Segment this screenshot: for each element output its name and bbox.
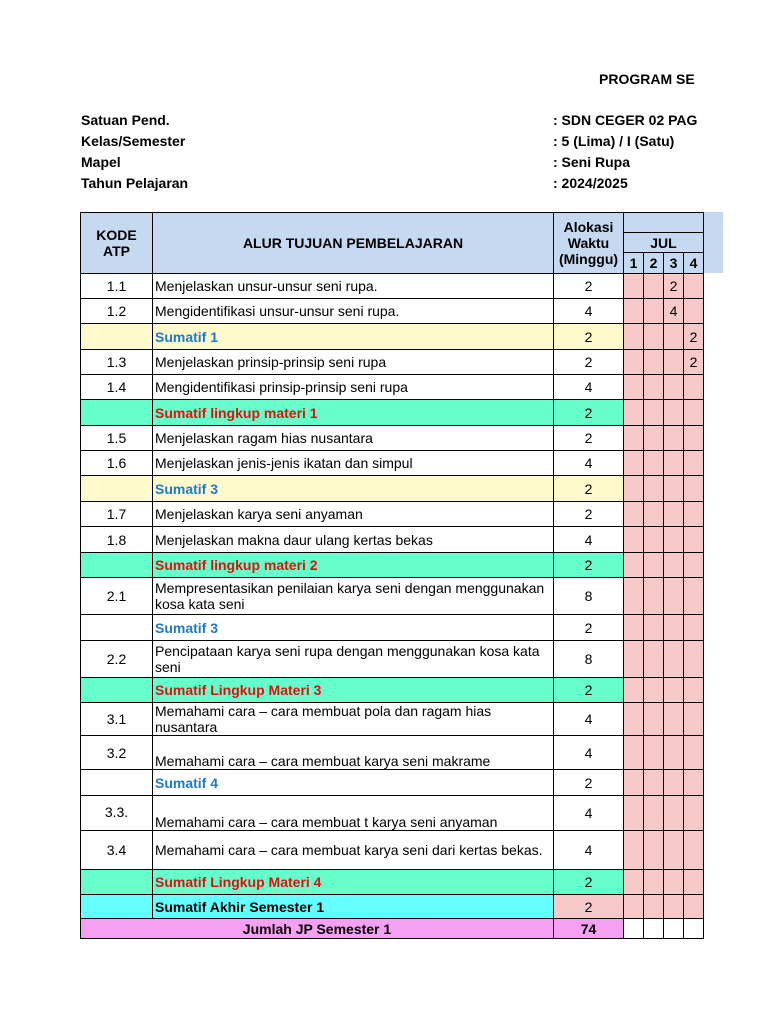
- cell-kode: 2.1: [81, 578, 153, 615]
- cell-alokasi: 4: [554, 703, 624, 736]
- meta-label: Kelas/Semester: [81, 133, 186, 149]
- cell-week: [644, 476, 664, 502]
- cell-desc: Mengidentifikasi prinsip-prinsip seni rupa: [153, 375, 554, 400]
- cell-week: [684, 870, 704, 895]
- cell-week: [664, 426, 684, 451]
- cell-week: [644, 324, 664, 350]
- cell-week: [664, 796, 684, 831]
- header-week: 1: [624, 253, 644, 274]
- cell-week: [624, 641, 644, 678]
- cell-alokasi: 2: [554, 426, 624, 451]
- meta-row-kelas: [81, 131, 704, 152]
- cell-week: [684, 678, 704, 703]
- cell-week: 2: [684, 324, 704, 350]
- cell-desc: Sumatif 1: [153, 324, 554, 350]
- table-row: [81, 502, 704, 527]
- cell-kode: 1.4: [81, 375, 153, 400]
- atp-table: [80, 212, 704, 939]
- cell-week: [624, 678, 644, 703]
- meta-row-satuan: [81, 110, 704, 131]
- header-overhang: [704, 212, 723, 273]
- cell-week: [684, 831, 704, 870]
- cell-week: [644, 527, 664, 553]
- cell-week: [684, 770, 704, 796]
- cell-week: [624, 324, 644, 350]
- cell-week: [624, 870, 644, 895]
- cell-week: [644, 831, 664, 870]
- meta-value: : 2024/2025: [553, 175, 628, 191]
- cell-week: [624, 919, 644, 939]
- cell-kode: 2.2: [81, 641, 153, 678]
- table-row: [81, 350, 704, 375]
- cell-week: [624, 895, 644, 919]
- cell-week: [684, 375, 704, 400]
- table-row-sumatif: [81, 770, 704, 796]
- cell-week: [664, 919, 684, 939]
- table-row-sumatif: [81, 615, 704, 641]
- cell-week: [664, 350, 684, 375]
- meta-row-mapel: [81, 152, 704, 173]
- meta-label: Tahun Pelajaran: [81, 175, 189, 191]
- cell-week: [644, 770, 664, 796]
- cell-kode: 3.4: [81, 831, 153, 870]
- cell-kode: [81, 615, 153, 641]
- header-week: 3: [664, 253, 684, 274]
- cell-week: [684, 299, 704, 324]
- table-row-akhir: [81, 895, 704, 919]
- cell-week: [644, 895, 664, 919]
- cell-week: [624, 796, 644, 831]
- cell-alokasi: 2: [554, 350, 624, 375]
- cell-kode: 3.3.: [81, 796, 153, 831]
- cell-week: [644, 400, 664, 426]
- cell-week: [644, 451, 664, 476]
- cell-alokasi: 2: [554, 324, 624, 350]
- cell-week: [664, 678, 684, 703]
- cell-desc: Memahami cara – cara membuat t karya seni anyaman: [153, 796, 554, 831]
- table-row: [81, 375, 704, 400]
- cell-kode: [81, 324, 153, 350]
- cell-kode: [81, 895, 153, 919]
- cell-week: [664, 870, 684, 895]
- cell-week: [644, 350, 664, 375]
- cell-alokasi: 4: [554, 736, 624, 770]
- cell-week: [684, 476, 704, 502]
- cell-week: [664, 770, 684, 796]
- cell-week: [624, 736, 644, 770]
- cell-week: [684, 553, 704, 578]
- cell-kode: 1.8: [81, 527, 153, 553]
- cell-desc: Menjelaskan prinsip-prinsip seni rupa: [153, 350, 554, 375]
- cell-kode: 1.7: [81, 502, 153, 527]
- total-label: Jumlah JP Semester 1: [81, 919, 554, 939]
- cell-kode: 1.1: [81, 274, 153, 299]
- cell-week: [644, 736, 664, 770]
- cell-week: [624, 476, 644, 502]
- cell-week: [664, 736, 684, 770]
- cell-week: [664, 703, 684, 736]
- cell-week: [664, 641, 684, 678]
- cell-kode: [81, 400, 153, 426]
- cell-week: [684, 641, 704, 678]
- cell-desc: Mempresentasikan penilaian karya seni dengan menggunakan kosa kata seni: [153, 578, 554, 615]
- cell-week: [624, 375, 644, 400]
- table-row: [81, 703, 704, 736]
- cell-desc: Menjelaskan ragam hias nusantara: [153, 426, 554, 451]
- cell-week: [624, 527, 644, 553]
- table-row-lingkup: [81, 678, 704, 703]
- cell-week: [624, 578, 644, 615]
- total-value: 74: [554, 919, 624, 939]
- cell-alokasi: 2: [554, 678, 624, 703]
- cell-week: [664, 451, 684, 476]
- cell-week: [664, 578, 684, 615]
- table-row: [81, 274, 704, 299]
- header-alokasi: Alokasi Waktu (Minggu): [554, 213, 624, 274]
- cell-kode: 1.3: [81, 350, 153, 375]
- cell-kode: [81, 870, 153, 895]
- cell-alokasi: 2: [554, 870, 624, 895]
- cell-desc: Mengidentifikasi unsur-unsur seni rupa.: [153, 299, 554, 324]
- cell-desc: Menjelaskan unsur-unsur seni rupa.: [153, 274, 554, 299]
- cell-week: [644, 919, 664, 939]
- cell-alokasi: 4: [554, 375, 624, 400]
- cell-desc: Sumatif lingkup materi 1: [153, 400, 554, 426]
- cell-week: [684, 274, 704, 299]
- cell-week: [664, 553, 684, 578]
- table-row: [81, 578, 704, 615]
- cell-desc: Menjelaskan jenis-jenis ikatan dan simpul: [153, 451, 554, 476]
- table-row: [81, 527, 704, 553]
- cell-desc: Memahami cara – cara membuat pola dan ragam hias nusantara: [153, 703, 554, 736]
- cell-desc: Sumatif 3: [153, 476, 554, 502]
- cell-week: [624, 451, 644, 476]
- cell-week: [644, 678, 664, 703]
- cell-week: [624, 299, 644, 324]
- cell-week: [684, 426, 704, 451]
- cell-week: [684, 578, 704, 615]
- cell-week: [664, 527, 684, 553]
- cell-week: [624, 400, 644, 426]
- cell-week: [624, 350, 644, 375]
- cell-alokasi: 4: [554, 831, 624, 870]
- cell-week: [644, 703, 664, 736]
- meta-value: : Seni Rupa: [553, 154, 631, 170]
- cell-alokasi: 4: [554, 527, 624, 553]
- table-row-sumatif: [81, 324, 704, 350]
- cell-week: [644, 502, 664, 527]
- cell-week: [624, 502, 644, 527]
- cell-kode: [81, 770, 153, 796]
- table-row: [81, 641, 704, 678]
- cell-week: [684, 451, 704, 476]
- table-row: [81, 299, 704, 324]
- cell-week: [684, 502, 704, 527]
- document-meta: [81, 110, 704, 194]
- cell-desc: Menjelaskan makna daur ulang kertas bekas: [153, 527, 554, 553]
- cell-week: 4: [664, 299, 684, 324]
- cell-alokasi: 8: [554, 578, 624, 615]
- cell-week: [664, 375, 684, 400]
- table-row: [81, 831, 704, 870]
- table-row-lingkup: [81, 553, 704, 578]
- header-month: JUL: [624, 233, 704, 253]
- table-total-row: [81, 919, 704, 939]
- meta-row-tahun: [81, 173, 704, 194]
- cell-week: [664, 502, 684, 527]
- header-kode: KODE ATP: [81, 213, 153, 274]
- cell-week: [684, 615, 704, 641]
- cell-kode: [81, 678, 153, 703]
- cell-alokasi: 2: [554, 770, 624, 796]
- cell-week: [624, 274, 644, 299]
- cell-desc: Sumatif 4: [153, 770, 554, 796]
- cell-week: [684, 400, 704, 426]
- cell-week: [644, 615, 664, 641]
- table-row-lingkup: [81, 870, 704, 895]
- cell-week: [624, 426, 644, 451]
- cell-week: [664, 476, 684, 502]
- cell-alokasi: 2: [554, 895, 624, 919]
- cell-week: [684, 527, 704, 553]
- cell-week: [624, 770, 644, 796]
- cell-week: [644, 553, 664, 578]
- cell-week: [664, 324, 684, 350]
- cell-desc: Sumatif lingkup materi 2: [153, 553, 554, 578]
- cell-week: [684, 736, 704, 770]
- cell-alokasi: 2: [554, 553, 624, 578]
- cell-kode: [81, 476, 153, 502]
- meta-label: Mapel: [81, 154, 121, 170]
- cell-desc: Sumatif Lingkup Materi 3: [153, 678, 554, 703]
- meta-label: Satuan Pend.: [81, 112, 170, 128]
- cell-desc: Sumatif Lingkup Materi 4: [153, 870, 554, 895]
- cell-week: 2: [684, 350, 704, 375]
- cell-desc: Sumatif 3: [153, 615, 554, 641]
- cell-desc: Pencipataan karya seni rupa dengan menggunakan kosa kata seni: [153, 641, 554, 678]
- cell-kode: 3.2: [81, 736, 153, 770]
- cell-week: [664, 831, 684, 870]
- header-week: 2: [644, 253, 664, 274]
- cell-alokasi: 2: [554, 502, 624, 527]
- cell-alokasi: 2: [554, 400, 624, 426]
- cell-week: [664, 400, 684, 426]
- cell-week: [644, 375, 664, 400]
- meta-value: : 5 (Lima) / I (Satu): [553, 133, 675, 149]
- cell-week: [664, 895, 684, 919]
- table-row: [81, 796, 704, 831]
- cell-desc: Menjelaskan karya seni anyaman: [153, 502, 554, 527]
- cell-alokasi: 4: [554, 451, 624, 476]
- table-row-sumatif: [81, 476, 704, 502]
- cell-alokasi: 4: [554, 796, 624, 831]
- table-row-lingkup: [81, 400, 704, 426]
- cell-week: [624, 703, 644, 736]
- cell-desc: Memahami cara – cara membuat karya seni dari kertas bekas.: [153, 831, 554, 870]
- cell-kode: [81, 553, 153, 578]
- cell-kode: 1.5: [81, 426, 153, 451]
- table-row: [81, 736, 704, 770]
- table-row: [81, 451, 704, 476]
- cell-week: [624, 553, 644, 578]
- table-row: [81, 426, 704, 451]
- cell-alokasi: 4: [554, 299, 624, 324]
- cell-desc: Sumatif Akhir Semester 1: [153, 895, 554, 919]
- cell-week: [644, 796, 664, 831]
- cell-week: [684, 895, 704, 919]
- header-week: 4: [684, 253, 704, 274]
- cell-week: [624, 831, 644, 870]
- cell-desc: Memahami cara – cara membuat karya seni makrame: [153, 736, 554, 770]
- cell-week: [644, 426, 664, 451]
- document-title: PROGRAM SE: [599, 71, 695, 87]
- cell-week: 2: [664, 274, 684, 299]
- cell-week: [644, 641, 664, 678]
- cell-alokasi: 2: [554, 615, 624, 641]
- cell-kode: 1.6: [81, 451, 153, 476]
- header-month-group: [624, 213, 704, 233]
- cell-week: [644, 870, 664, 895]
- cell-kode: 3.1: [81, 703, 153, 736]
- cell-kode: 1.2: [81, 299, 153, 324]
- cell-week: [644, 578, 664, 615]
- cell-alokasi: 2: [554, 476, 624, 502]
- cell-alokasi: 2: [554, 274, 624, 299]
- cell-week: [684, 796, 704, 831]
- cell-week: [644, 274, 664, 299]
- cell-alokasi: 8: [554, 641, 624, 678]
- cell-week: [684, 703, 704, 736]
- cell-week: [644, 299, 664, 324]
- cell-week: [684, 919, 704, 939]
- cell-week: [624, 615, 644, 641]
- meta-value: : SDN CEGER 02 PAG: [553, 112, 698, 128]
- cell-week: [664, 615, 684, 641]
- header-alur: ALUR TUJUAN PEMBELAJARAN: [153, 213, 554, 274]
